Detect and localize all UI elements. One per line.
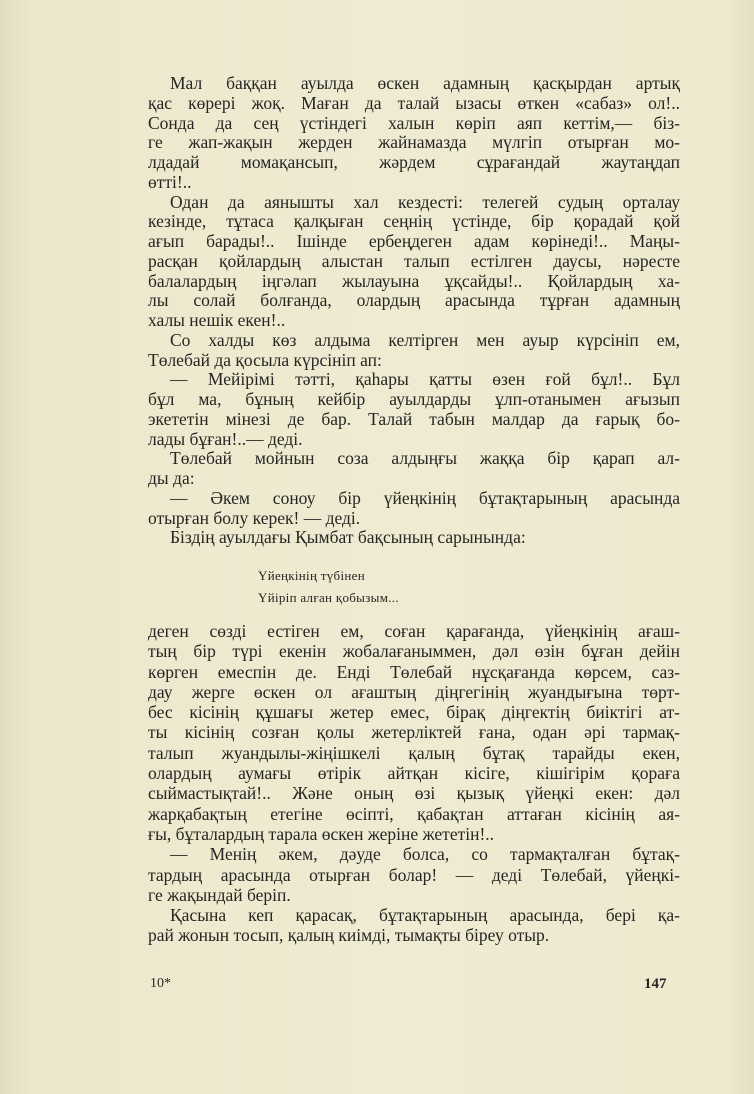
text-line: Мал баққан ауылда өскен адамның қасқырдан артық [170,73,680,93]
text-line: — Менің әкем, дәуде болса, со тармақталған бұтақ- [170,844,680,865]
text-line: қас көрері жоқ. Маған да талай ызасы өткен «сабаз» ол!.. [148,92,680,113]
text-line: отырған болу керек! — деді. [148,507,361,528]
text-line: ге жап-жақын жерден жайнамазда мүлгіп отырған мо- [148,132,680,153]
text-line: талып жуандылы-жіңішкелі қалың бұтақ тарайды екен, [148,742,680,763]
text-line: ғы, бұталардың тарала өскен жеріне жететін!.. [148,823,495,844]
text-line: — Мейірімі тәтті, қаһары қатты өзен ғой бұл!.. Бұл [170,369,680,390]
text-line: лады бұған!..— деді. [148,428,303,449]
text-line: ты кісінің созған қолы жетерліктей ғана, одан әрі тармақ- [148,722,680,743]
text-line: рай жонын тосып, қалың киімді, тымақты біреу отыр. [148,925,550,946]
text-line: лы солай болғанда, олардың арасында тұрған адамның [148,290,680,311]
verse-quote [258,565,399,609]
text-line: расқан қойлардың алыстан талып естілген даусы, нәресте [148,250,680,271]
text-line: жарқабақтың етегіне өсіпті, қабақтан аттаған кісінің ая- [148,803,680,824]
text-line: ге жақындай беріп. [148,884,291,905]
text-line: тың бір түрі екенін жобалағаныммен, дәл өзін бұған дейін [148,641,680,662]
text-line: Қасына кеп қарасақ, бұтақтарының арасында, бері қа- [170,905,680,926]
text-line: бұл ма, бұның кейбір ауылдарды ұлп-отанымен ағызып [148,389,680,409]
text-line: өтті!.. [148,171,192,192]
text-line: көрген емеспін де. Енді Төлебай нұсқағанда көрсем, саз- [148,661,680,682]
text-line: Сонда да сең үстіндегі халын көріп аяп кеттім,— біз- [148,112,680,133]
body-text-lower [148,621,680,946]
text-line: ағып барады!.. Ішінде ербеңдеген адам көрінеді!.. Маңы- [148,231,680,251]
text-line: сыймастықтай!.. Және оның өзі қызық үйеңкі екен: дәл [148,783,680,804]
text-line: олардың аумағы өтірік айтқан кісіге, кішігірім қораға [148,763,680,784]
text-line: Төлебай мойнын соза алдыңғы жаққа бір қарап ал- [170,448,680,469]
text-line: Төлебай да қосыла күрсініп ап: [148,349,382,370]
text-line: ды да: [148,468,195,488]
text-line: халы нешік екен!.. [148,310,286,330]
text-line: лдадай момақансып, жәрдем сұрағандай жаутаңдап [148,152,680,172]
text-line: Біздің ауылдағы Қымбат бақсының сарынында: [170,527,526,548]
text-line: балалардың іңгәлап жылауына ұқсайды!.. Қойлардың ха- [148,270,680,291]
text-line: дау жерге өскен ол ағаштың діңгегінің жуандығына төрт- [148,681,680,702]
text-line: тардың арасында отырған болар! — деді Төлебай, үйеңкі- [148,864,680,885]
text-line: кезінде, тұтаса қалқыған сеңнің үстінде, бір қорадай қой [148,211,680,232]
text-line: Одан да аянышты хал кездесті: телегей судың орталау [170,191,680,212]
verse-line: Үйеңкінің түбінен [258,568,365,583]
text-line: деген сөзді естіген ем, соған қарағанда, үйеңкінің ағаш- [148,621,680,641]
page-number: 147 [644,976,667,992]
body-text-upper [148,74,680,548]
verse-line: Үйіріп алған қобызым... [258,590,399,605]
signature-mark: 10* [150,976,171,991]
text-line: — Әкем соноу бір үйеңкінің бұтақтарының арасында [170,487,680,508]
text-line: Со халды көз алдыма келтірген мен ауыр күрсініп ем, [170,329,680,350]
text-line: бес кісінің құшағы жетер емес, бірақ діңгектің биіктігі ат- [148,702,680,723]
text-line: экететін мінезі де бар. Талай табын малдар да ғарық бо- [148,408,680,429]
